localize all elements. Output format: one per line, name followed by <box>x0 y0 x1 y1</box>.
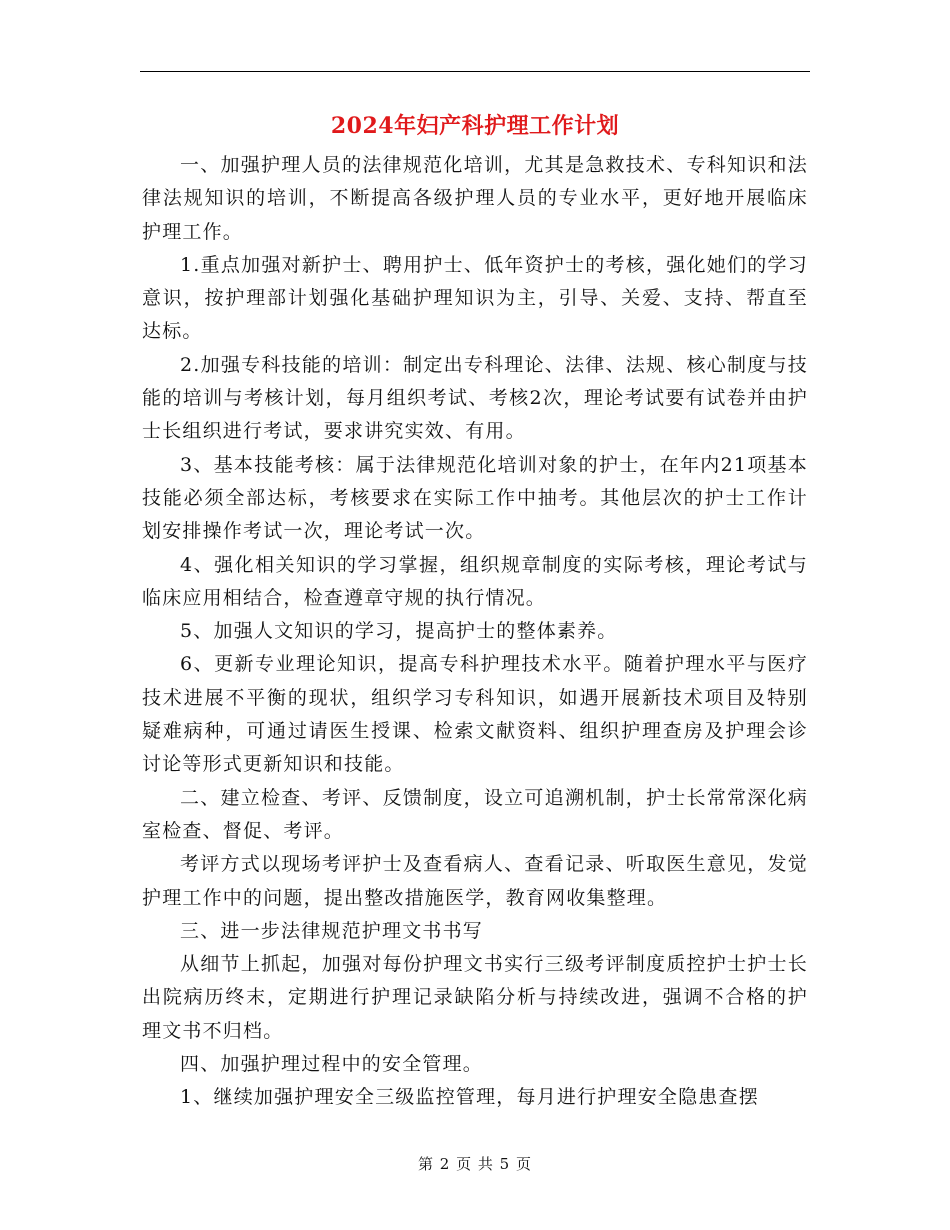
paragraph: 二、建立检查、考评、反馈制度，设立可追溯机制，护士长常常深化病室检查、督促、考评。 <box>142 786 808 842</box>
paragraph: 四、加强护理过程中的安全管理。 <box>180 1053 484 1076</box>
paragraph: 一、加强护理人员的法律规范化培训，尤其是急救技术、专科知识和法律法规知识的培训，不断提高各级护理人员的专业水平，更好地开展临床护理工作。 <box>142 154 808 243</box>
paragraph: 3、基本技能考核：属于法律规范化培训对象的护士，在年内21项基本技能必须全部达标，考核要求在实际工作中抽考。其他层次的护士工作计划安排操作考试一次，理论考试一次。 <box>142 453 808 543</box>
paragraph: 6、更新专业理论知识，提高专科护理技术水平。随着护理水平与医疗技术进展不平衡的现状，组织学习专科知识，如遇开展新技术项目及特别疑难病种，可通过请医生授课、检索文献资料、组织护理查房及护理会诊讨论等形式更新知识和技能。 <box>142 653 808 776</box>
paragraph: 考评方式以现场考评护士及查看病人、查看记录、听取医生意见，发觉护理工作中的问题，提出整改措施医学，教育网收集整理。 <box>142 853 808 909</box>
document-title: 2024年妇产科护理工作计划 <box>330 113 620 139</box>
header-rule <box>140 71 810 72</box>
page-number-footer: 第 2 页 共 5 页 <box>418 1155 532 1173</box>
paragraph: 三、进一步法律规范护理文书书写 <box>180 919 484 942</box>
paragraph: 4、强化相关知识的学习掌握，组织规章制度的实际考核，理论考试与临床应用相结合，检查遵章守规的执行情况。 <box>142 553 808 609</box>
paragraph: 5、加强人文知识的学习，提高护士的整体素养。 <box>180 620 618 643</box>
paragraph: 1、继续加强护理安全三级监控管理，每月进行护理安全隐患查摆 <box>180 1086 759 1109</box>
paragraph: 从细节上抓起，加强对每份护理文书实行三级考评制度质控护士护士长出院病历终末，定期进行护理记录缺陷分析与持续改进，强调不合格的护理文书不归档。 <box>142 953 808 1042</box>
paragraph: 2.加强专科技能的培训：制定出专科理论、法律、法规、核心制度与技能的培训与考核计划，每月组织考试、考核2次，理论考试要有试卷并由护士长组织进行考试，要求讲究实效、有用。 <box>142 353 808 443</box>
document-body <box>142 149 808 1115</box>
paragraph: 1.重点加强对新护士、聘用护士、低年资护士的考核，强化她们的学习意识，按护理部计划强化基础护理知识为主，引导、关爱、支持、帮直至达标。 <box>142 253 808 343</box>
